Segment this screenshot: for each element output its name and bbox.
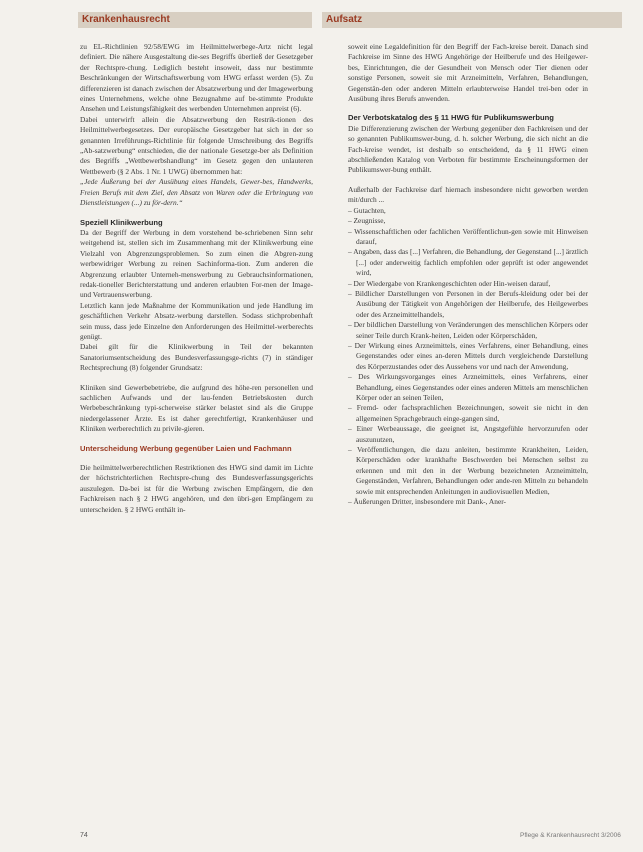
list-item: – Wissenschaftlichen oder fachlichen Veröffentlichun-gen sowie mit Hinweisen darauf, (348, 226, 589, 246)
left-paragraph-4: Letztlich kann jede Maßnahme der Kommunikation und jede Handlung im geschäftlichen Verkehr Absatz-werbung darstellen. Sodass stichprobenhaft sein muss, dass jede Einzelne den Anforderungen des Heilmittel-werberechts genügt. (80, 300, 313, 341)
left-heading-2: Unterscheidung Werbung gegenüber Laien und Fachmann (80, 443, 292, 453)
list-item: – Der Wiedergabe von Krankengeschichten oder Hin-weisen darauf, (348, 278, 551, 288)
left-column (80, 42, 313, 515)
prohibition-list (348, 206, 588, 508)
section-header-right: Aufsatz (322, 12, 622, 28)
right-heading-1: Der Verbotskatalog des § 11 HWG für Publikumswerbung (348, 113, 554, 123)
right-paragraph-3: Außerhalb der Fachkreise darf hiernach insbesondere nicht geworben werden mit/durch ... (348, 184, 588, 205)
list-item: – Bildlicher Darstellungen von Personen in der Berufs-kleidung oder bei der Ausübung der Tätigkeit von Angehörigen der Heilberufe, des Heilgewerbes oder des Arzneimittelhandels, (348, 288, 589, 319)
list-item: – Einer Werbeaussage, die geeignet ist, Angstgefühle hervorzurufen oder auszunutzen, (348, 424, 589, 444)
list-item: – Äußerungen Dritter, insbesondere mit Dank-, Aner- (348, 497, 507, 507)
left-paragraph-7: Die heilmittelwerberechtlichen Restriktionen des HWG sind damit im Lichte der höchstrichterlichen Rechtspre-chung des Bundesverfassungsgerichts auszulegen. Da-bei ist für die Werbung zwischen Empfängern, die den Fachkreisen nach § 2 HWG angehören, und den übri-gen Empfängern zu unterscheiden. § 2 HWG enthält in- (80, 463, 313, 514)
journal-footer: Pflege & Krankenhausrecht 3/2006 (520, 832, 621, 839)
list-item: – Veröffentlichungen, die dazu anleiten, bestimmte Krankheiten, Leiden, Körperschäden oder krankhafte Beschwerden bei Menschen selbst zu erkennen und mit den in der Werbung bezeichneten Arzneimitteln, Gegenständen, Verfahren, Behandlungen oder ande-ren Mitteln zu behandeln sowie mit entsprechenden Anleitungen in audiovisuellen Medien, (348, 445, 588, 496)
list-item: – Der Wirkung eines Arzneimittels, eines Verfahrens, einer Behandlung, eines Gegenstandes oder eines an-deren Mittels durch vergleichende Darstellung des Körperzustandes oder des Aussehens vor und nach der Anwendung, (348, 340, 589, 371)
list-item: – Gutachten, (348, 205, 386, 215)
left-quote: „Jede Äußerung bei der Ausübung eines Handels, Gewer-bes, Handwerks, Freien Berufs mit dem Ziel, den Absatz von Waren oder die Erbringung von Dienstleistungen (...) zu för-dern.“ (80, 177, 313, 208)
section-header-left: Krankenhausrecht (78, 12, 312, 28)
list-item: – Des Wirkungsvorganges eines Arzneimittels, eines Verfahrens, einer Behandlung, eines Gegenstandes oder eines anderen Mittels am menschlichen Körper oder an seinen Teilen, (348, 372, 588, 402)
left-paragraph-2: Dabei unterwirft allein die Absatzwerbung den Restrik-tionen des Heilmittelwerbegesetzes. Der europäische Gesetzgeber hat sich in der so genannten Irreführungs-Richtlinie für folgende Umschreibung des Begriffs „Ab-satzwerbung“ entschieden, die der nationale Gesetzge-ber als Definition des Begriffs „Wettbewerbshandlung“ im Gesetz gegen den unlauteren Wettbewerb (§ 2 Abs. 1 Nr. 1 UWG) übernommen hat: (80, 114, 313, 176)
left-paragraph-6: Kliniken sind Gewerbebetriebe, die aufgrund des höhe-ren personellen und sachlichen Aufwands und der lau-fenden Betriebskosten durch Werbebeschränkung typi-scherweise stärker belastet sind als die Gruppe niedergelassener Ärzte. Es ist daher gerechtfertigt, Krankenhäuser und Kliniken werberechtlich zu privile-gieren. (80, 382, 313, 434)
right-column (348, 42, 588, 507)
left-paragraph-5: Dabei gilt für die Klinikwerbung in Teil der bekannten Sanatoriumsentscheidung des Bundesverfassungsge-richts (7) in ständiger Rechtsprechung (8) folgender Grundsatz: (80, 342, 313, 373)
page-number: 74 (80, 832, 88, 839)
left-heading-1: Speziell Klinikwerbung (80, 217, 163, 227)
left-paragraph-1: zu EL-Richtlinien 92/58/EWG im Heilmittelwerbege-Artz nicht legal definiert. Die nähere Ausgestaltung die-ses Begriffs überließ der Gesetzgeber der Rechtspre-chung. Lediglich besteht insoweit, dass nur bestimmte Beschränkungen der Wirtschaftswerbung vom HWG erfasst werden (5). Zu differenzieren ist danach zwischen der Absatzwerbung und der Imagewerbung eines Unternehmens, welche ohne Bezugnahme auf be-stimmte Produkte Ansehen und Leistungsfähigkeit des werbenden Unternehmen anpreist (6). (80, 42, 313, 114)
list-item: – Angaben, dass das [...] Verfahren, die Behandlung, der Gegenstand [...] ärztlich [...] oder anderweitig fachlich empfohlen oder geprüft ist oder angewendet wird, (348, 247, 589, 278)
left-paragraph-3: Da der Begriff der Werbung in dem vorstehend be-schriebenen Sinn sehr weitgehend ist, stellen sich im Zusammenhang mit der Klinikwerbung eine Vielzahl von Abgrenzungsproblemen. So zum einen die Abgren-zung werbewidriger Werbung zu reinen Sachinforma-tion. Zum anderen die Abgrenzung erlaubter Unterneh-menswerbung zu Gebrauchsinformationen, redak-tioneller Berichterstattung und anderen erlaubten For-men der Image- und Vertrauenswerbung. (80, 227, 313, 300)
list-item: – Fremd- oder fachsprachlichen Bezeichnungen, soweit sie nicht in den allgemeinen Sprachgebrauch einge-gangen sind, (348, 403, 589, 423)
list-item: – Zeugnisse, (348, 216, 386, 226)
right-paragraph-1: soweit eine Legaldefinition für den Begriff der Fach-kreise bereit. Danach sind Fachkreise im Sinne des HWG Angehörige der Heilberufe und des Heilgewer-bes, Einrichtungen, die der Gesundheit von Mensch oder Tier dienen oder sonstige Personen, soweit sie mit Arzneimitteln, Verfahren, Behandlungen, Gegenstän-den oder anderen Mitteln erlaubterweise Handel trei-ben oder in Ausübung ihres Berufs anwenden. (348, 42, 588, 104)
right-paragraph-2: Die Differenzierung zwischen der Werbung gegenüber den Fachkreisen und der so genannten Publikumswer-bung, d. h. solcher Werbung, die sich nicht an die Fach-kreise wendet, ist deshalb so entscheidend, da § 11 HWG einen abschließenden Katalog von Verboten für bestimmte Erscheinungsformen der Publikumswer-bung enthält. (348, 123, 588, 175)
list-item: – Der bildlichen Darstellung von Veränderungen des menschlichen Körpers oder seiner Teile durch Krank-heiten, Leiden oder Körperschäden, (348, 320, 588, 340)
